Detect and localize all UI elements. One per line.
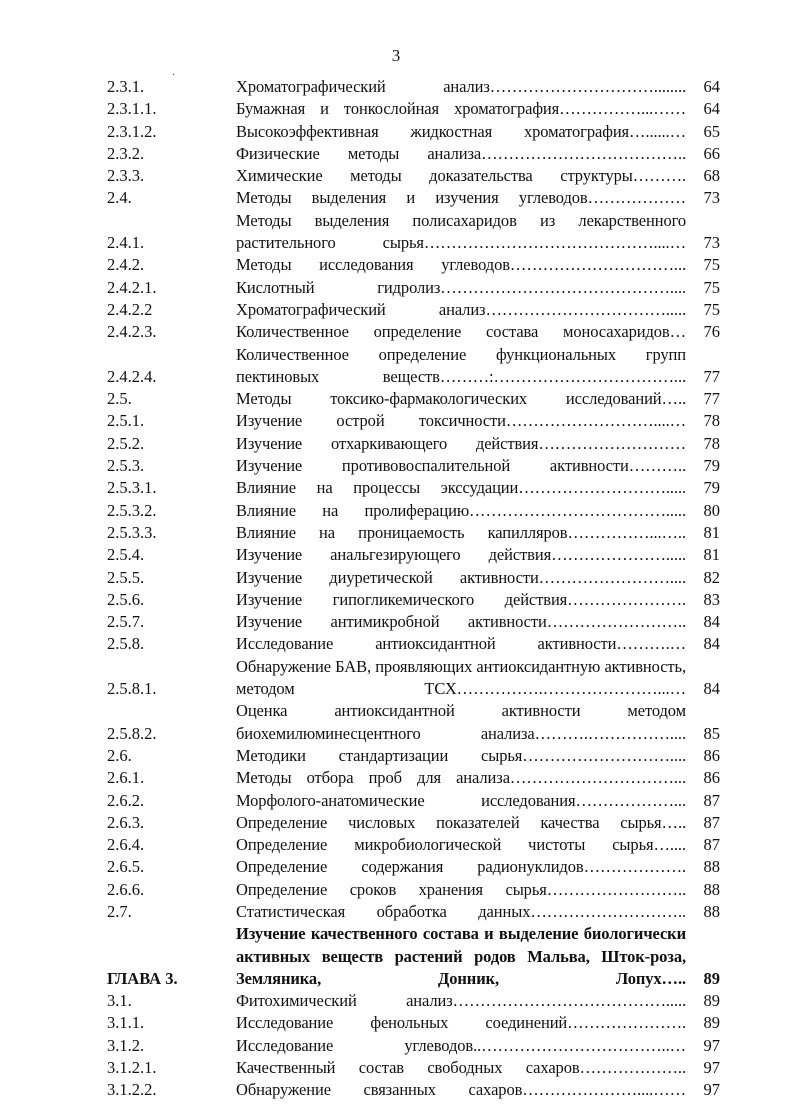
- entry-page: 77: [703, 366, 720, 386]
- entry-number: 2.5.8.1.: [107, 679, 157, 699]
- entry-page: 86: [703, 745, 720, 765]
- toc-entry: [107, 277, 720, 299]
- entry-page: 84: [703, 612, 720, 632]
- entry-number: 2.6.5.: [107, 857, 145, 877]
- entry-page: 81: [703, 545, 720, 565]
- entry-title: Хроматографический анализ…………………………….....: [236, 299, 686, 319]
- entry-page: 81: [703, 522, 720, 542]
- entry-page: 87: [703, 812, 720, 832]
- entry-title: Исследование углеводов..……………………………..…: [236, 1035, 686, 1055]
- toc-entry: [107, 187, 720, 209]
- entry-page: 64: [703, 77, 720, 96]
- entry-number: 2.5.5.: [107, 567, 145, 587]
- entry-page: 82: [703, 567, 720, 587]
- toc-entry: [107, 210, 720, 255]
- entry-title: Изучение острой токсичности………………………....…: [236, 411, 686, 431]
- toc-entry: [107, 589, 720, 611]
- toc-entry: [107, 121, 720, 143]
- toc-entry: [107, 76, 720, 98]
- toc-entry: [107, 767, 720, 789]
- entry-title: Изучение анальгезирующего действия………………….....: [236, 545, 686, 565]
- toc-entry: [107, 990, 720, 1012]
- toc-entry: [107, 254, 720, 276]
- entry-page: 80: [703, 500, 720, 520]
- entry-title: Определение содержания радионуклидов……………….: [236, 857, 686, 877]
- entry-page: 73: [703, 233, 720, 253]
- toc-entry: [107, 1057, 720, 1079]
- entry-number: 2.6.2.: [107, 790, 145, 810]
- entry-page: 73: [703, 188, 720, 208]
- entry-number: 2.5.: [107, 389, 132, 409]
- entry-number: 2.6.1.: [107, 768, 145, 788]
- entry-page: 84: [703, 634, 720, 654]
- entry-page: 76: [703, 322, 720, 342]
- entry-page: 79: [703, 478, 720, 498]
- toc-entry: [107, 700, 720, 745]
- entry-page: 75: [703, 255, 720, 275]
- entry-number: 2.4.2.: [107, 255, 145, 275]
- entry-number: 2.5.8.: [107, 634, 145, 654]
- entry-title: Методы исследования углеводов…………………………...: [236, 255, 686, 275]
- entry-title: Изучение антимикробной активности……………………..: [236, 612, 686, 632]
- entry-page: 89: [703, 1013, 720, 1033]
- chapter-page: 89: [703, 968, 720, 988]
- toc-entry: [107, 299, 720, 321]
- toc-entry: [107, 812, 720, 834]
- entry-title: Обнаружение связанных сахаров…………………....……: [236, 1080, 686, 1100]
- entry-page: 66: [703, 143, 720, 163]
- toc-entry: [107, 165, 720, 187]
- toc-entry: [107, 656, 720, 701]
- entry-page: 83: [703, 589, 720, 609]
- entry-title: Определение числовых показателей качества сырья…..: [236, 812, 686, 832]
- entry-title: Изучение отхаркивающего действия………………………: [236, 433, 686, 453]
- entry-page: 78: [703, 433, 720, 453]
- toc-entry: [107, 901, 720, 923]
- entry-page: 89: [703, 991, 720, 1011]
- entry-page: 97: [703, 1058, 720, 1078]
- entry-title: Морфолого-анатомические исследования………………...: [236, 790, 686, 810]
- entry-page: 79: [703, 456, 720, 476]
- entry-page: 88: [703, 901, 720, 921]
- entry-title: Бумажная и тонкослойная хроматография……………...……: [236, 99, 686, 119]
- entry-title: Фитохимический анализ………………………………….....: [236, 991, 686, 1011]
- entry-title: Физические методы анализа………………………………..: [236, 143, 686, 163]
- toc-entry: [107, 500, 720, 522]
- entry-number: 2.5.6.: [107, 589, 145, 609]
- entry-number: 3.1.1.: [107, 1013, 145, 1033]
- entry-number: 2.6.4.: [107, 835, 145, 855]
- entry-page: 75: [703, 277, 720, 297]
- entry-title: Методы выделения полисахаридов из лекарственного растительного сырья……………………………………....…: [236, 210, 686, 253]
- entry-number: 2.5.4.: [107, 545, 145, 565]
- entry-title: Методы токсико-фармакологических исследований…..: [236, 389, 686, 409]
- toc-entry: [107, 143, 720, 165]
- toc-entry: [107, 522, 720, 544]
- entry-page: 97: [703, 1080, 720, 1100]
- scan-speck: ·: [172, 70, 176, 81]
- toc-entry: [107, 790, 720, 812]
- toc-entry: [107, 455, 720, 477]
- entry-number: 2.5.3.3.: [107, 522, 157, 542]
- entry-number: 2.3.2.: [107, 143, 145, 163]
- entry-page: 86: [703, 768, 720, 788]
- table-of-contents: [107, 76, 720, 1102]
- entry-title: Высокоэффективная жидкостная хроматография…......…: [236, 121, 686, 141]
- entry-title: Исследование фенольных соединений………………….: [236, 1013, 686, 1033]
- toc-entry: [107, 879, 720, 901]
- entry-number: 2.4.2.3.: [107, 322, 157, 342]
- toc-entry: [107, 388, 720, 410]
- entry-number: 2.4.2.2: [107, 299, 153, 319]
- entry-title: Оценка антиоксидантной активности методом биохемилюминесцентного анализа……….……………....: [236, 701, 686, 743]
- entry-page: 78: [703, 411, 720, 431]
- chapter-title: Изучение качественного состава и выделение биологически активных веществ растений родов Мальва, Шток-роза, Земляника, Донник, Лопух…..: [236, 924, 686, 988]
- entry-page: 88: [703, 857, 720, 877]
- entry-number: 2.4.2.1.: [107, 277, 157, 297]
- entry-page: 65: [703, 121, 720, 141]
- chapter-heading: [107, 923, 720, 990]
- toc-entry: [107, 433, 720, 455]
- entry-number: 2.5.3.: [107, 456, 145, 476]
- toc-entry: [107, 1079, 720, 1101]
- entry-number: 3.1.2.: [107, 1035, 145, 1055]
- entry-page: 88: [703, 879, 720, 899]
- entry-number: 2.5.2.: [107, 433, 145, 453]
- entry-number: 2.7.: [107, 901, 132, 921]
- page-number: 3: [391, 46, 401, 65]
- entry-title: Обнаружение БАВ, проявляющих антиоксидантную активность, методом ТСХ…………….…………………...…: [236, 656, 686, 699]
- toc-entry: [107, 1035, 720, 1057]
- toc-entry: [107, 410, 720, 432]
- entry-title: Кислотный гидролиз……………………………………....: [236, 277, 686, 297]
- entry-number: 2.5.7.: [107, 612, 145, 632]
- toc-entry: [107, 98, 720, 120]
- entry-title: Количественное определение функциональных групп пектиновых веществ………:……………………………...: [236, 344, 686, 386]
- entry-title: Изучение диуретической активности……………………....: [236, 567, 686, 587]
- entry-title: Хроматографический анализ…………………………........: [236, 77, 686, 96]
- toc-entry: [107, 633, 720, 655]
- entry-title: Химические методы доказательства структуры……….: [236, 166, 686, 186]
- entry-page: 75: [703, 299, 720, 319]
- entry-number: 3.1.: [107, 991, 132, 1011]
- entry-title: Качественный состав свободных сахаров………………..: [236, 1058, 686, 1078]
- toc-entry: [107, 745, 720, 767]
- entry-number: 2.6.6.: [107, 879, 145, 899]
- entry-page: 97: [703, 1035, 720, 1055]
- entry-number: 2.6.3.: [107, 812, 145, 832]
- entry-page: 87: [703, 835, 720, 855]
- entry-page: 64: [703, 99, 720, 119]
- entry-number: 2.3.1.: [107, 77, 145, 96]
- entry-title: Методы отбора проб для анализа…………………………...: [236, 768, 686, 788]
- toc-entry: [107, 611, 720, 633]
- entry-number: 2.3.1.1.: [107, 99, 157, 119]
- entry-title: Влияние на пролиферацию……………………………….....: [236, 500, 686, 520]
- entry-title: Влияние на процессы экссудации……………………….....: [236, 478, 686, 498]
- chapter-number: ГЛАВА 3.: [107, 968, 178, 988]
- entry-page: 87: [703, 790, 720, 810]
- entry-title: Влияние на проницаемость капилляров……………...…..: [236, 522, 686, 542]
- entry-page: 85: [703, 723, 720, 743]
- toc-entry: [107, 477, 720, 499]
- entry-number: 2.4.2.4.: [107, 366, 157, 386]
- entry-title: Определение сроков хранения сырья……………………..: [236, 879, 686, 899]
- entry-number: 2.6.: [107, 745, 132, 765]
- entry-number: 2.5.3.2.: [107, 500, 157, 520]
- toc-entry: [107, 856, 720, 878]
- entry-number: 2.3.1.2.: [107, 121, 157, 141]
- entry-title: Количественное определение состава моносахаридов…: [236, 322, 686, 342]
- entry-page: 68: [703, 166, 720, 186]
- entry-number: 3.1.2.1.: [107, 1058, 157, 1078]
- entry-number: 2.5.8.2.: [107, 723, 157, 743]
- toc-entry: [107, 1012, 720, 1034]
- entry-page: 77: [703, 389, 720, 409]
- entry-title: Статистическая обработка данных………………………..: [236, 901, 686, 921]
- entry-title: Методы выделения и изучения углеводов………………: [236, 188, 686, 208]
- entry-number: 2.4.: [107, 188, 132, 208]
- entry-title: Определение микробиологической чистоты сырья…....: [236, 835, 686, 855]
- entry-number: 3.1.2.2.: [107, 1080, 157, 1100]
- entry-number: 2.3.3.: [107, 166, 145, 186]
- toc-entry: [107, 321, 720, 343]
- entry-page: 84: [703, 679, 720, 699]
- toc-entry: [107, 834, 720, 856]
- entry-title: Методики стандартизации сырья………………………....: [236, 745, 686, 765]
- entry-number: 2.4.1.: [107, 233, 145, 253]
- toc-entry: [107, 567, 720, 589]
- entry-title: Исследование антиоксидантной активности……….…: [236, 634, 686, 654]
- entry-number: 2.5.1.: [107, 411, 145, 431]
- toc-entry: [107, 344, 720, 389]
- entry-title: Изучение гипогликемического действия………………….: [236, 589, 686, 609]
- toc-entry: [107, 544, 720, 566]
- entry-title: Изучение противовоспалительной активности………..: [236, 456, 686, 476]
- entry-number: 2.5.3.1.: [107, 478, 157, 498]
